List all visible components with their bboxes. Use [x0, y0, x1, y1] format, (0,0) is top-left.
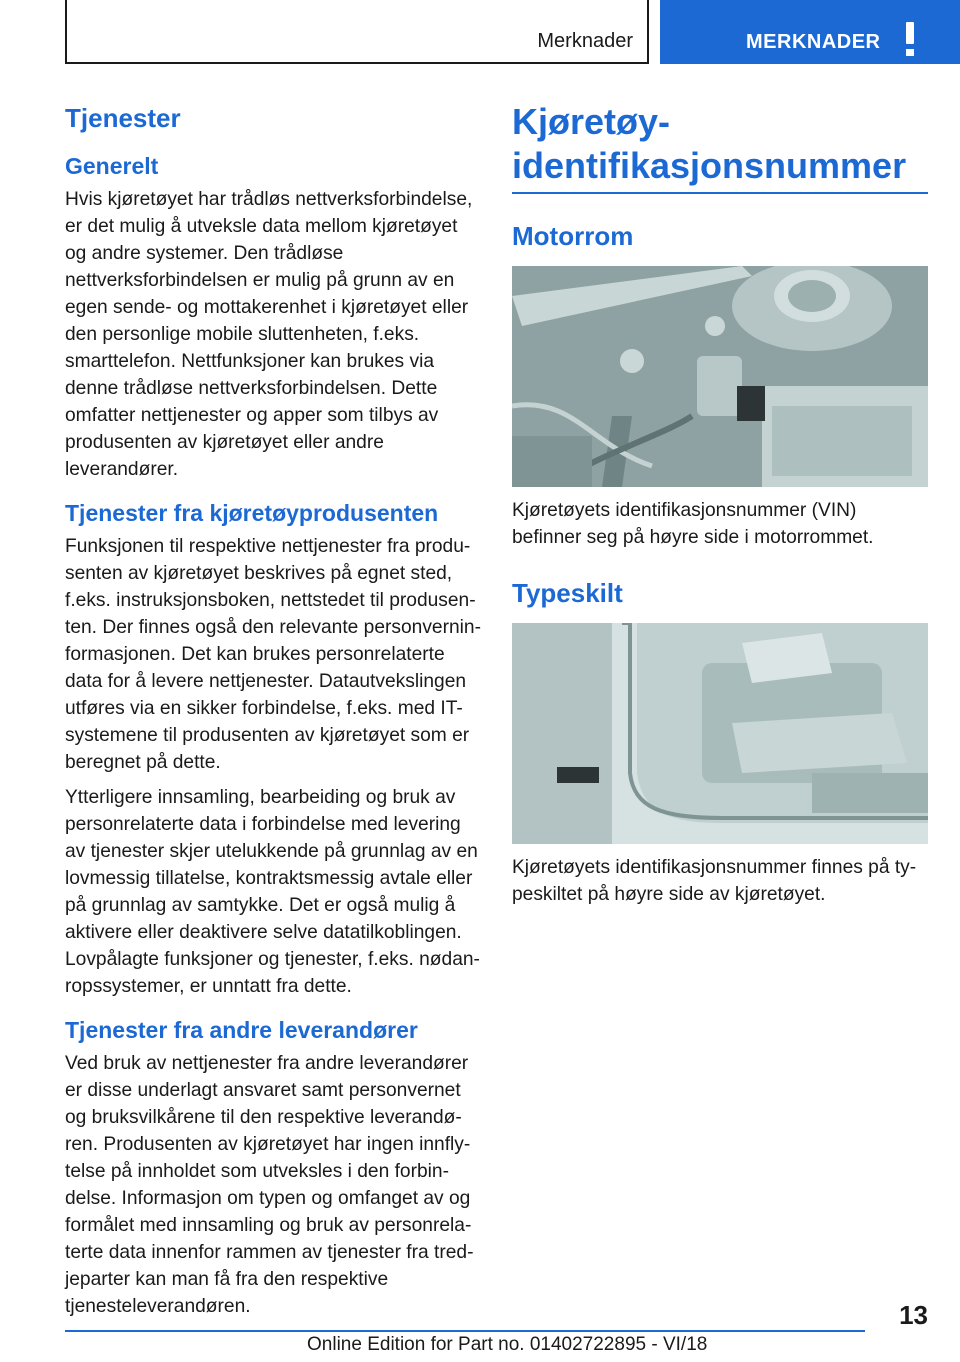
paragraph-generelt: Hvis kjøretøyet har trådløs nettverksforbindelse, er det mulig å utveksle data mellom kjøretøyet og andre systemer. Den trådløse nettverksforbindelsen er mulig på grunn av en egen sende- og mottakerenhet i kjøretøyet eller den personlige mobile sluttenheten, f.eks. smarttelefon. Nettfunksjoner kan brukes via denne trådløse nettverksforbindelsen. Dette omfatter nettjenester og apper som tilbys av produsenten av kjøretøyet eller andre leverandører.: [65, 189, 473, 480]
paragraph-other-providers: Ved bruk av nettjenester fra andre leverandører er disse underlagt ansvaret samt personvernet og bruksvilkårene til den respektive leverandøren. Produsenten av kjøretøyet har ingen innflytelse på innholdet som utveksles i den forbindelse. Informasjon om typen og omfanget av og formålet med innsamling og bruk av personrelaterte data innenfor rammen av tjenester fra tredjeparter kan man få fra den respektive tjenesteleverandøren.: [65, 1053, 474, 1317]
caption-engine-bay: Kjøretøyets identifikasjonsnummer (VIN) befinner seg på høyre side i motorrommet.: [512, 500, 874, 548]
paragraph-manufacturer-1: Funksjonen til respektive nettjenester fra produsenten av kjøretøyet beskrives på egnet sted, f.eks. instruksjonsboken, nettstedet til produsenten. Der finnes også den relevante personverninformasjonen. Det kan brukes personrelaterte data for å levere nettjenester. Datautvekslingen utføres via en sikker forbindelse, f.eks. med IT-systemene til produsenten av kjøretøyet som er beregnet på dette.: [65, 536, 481, 773]
chapter-tab-label: MERKNADER: [746, 31, 881, 53]
engine-bay-illustration: [512, 266, 928, 487]
page-number: 13: [899, 1300, 928, 1330]
running-title: Merknader: [537, 30, 633, 52]
heading-manufacturer-services: Tjenester fra kjøretøyprodusenten: [65, 500, 439, 526]
right-column: [512, 100, 928, 908]
header-frame: [65, 0, 649, 64]
section-title-vin: Kjøretøy-identifikasjonsnummer: [512, 101, 907, 186]
type-plate-illustration: [512, 623, 928, 844]
paragraph-manufacturer-2: Ytterligere innsamling, bearbeiding og bruk av personrelaterte data i forbindelse med levering av tjenester skjer utelukkende på grunnlag av en lovmessig tillatelse, kontraktsmessig avtale eller på grunnlag av samtykke. Det er også mulig å aktivere eller deaktivere selve datatilkoblingen. Lovpålagte funksjoner og tjenester, f.eks. nødanropssystemer, er unntatt fra dette.: [65, 787, 480, 997]
chapter-tab: [660, 0, 960, 64]
footer-rule: [65, 1330, 865, 1332]
left-column: [65, 100, 481, 1328]
title-divider: [512, 192, 928, 194]
edition-note: Online Edition for Part no. 01402722895 - VI/18: [307, 1334, 708, 1355]
heading-typeskilt: Typeskilt: [512, 578, 623, 608]
section-title-tjenester: Tjenester: [65, 103, 181, 133]
caption-type-plate: Kjøretøyets identifikasjonsnummer finnes på typeskiltet på høyre side av kjøretøyet.: [512, 857, 917, 905]
heading-motorrom: Motorrom: [512, 221, 634, 251]
heading-other-providers: Tjenester fra andre leverandører: [65, 1017, 418, 1043]
exclamation-icon: [906, 22, 914, 56]
heading-generelt: Generelt: [65, 153, 159, 179]
